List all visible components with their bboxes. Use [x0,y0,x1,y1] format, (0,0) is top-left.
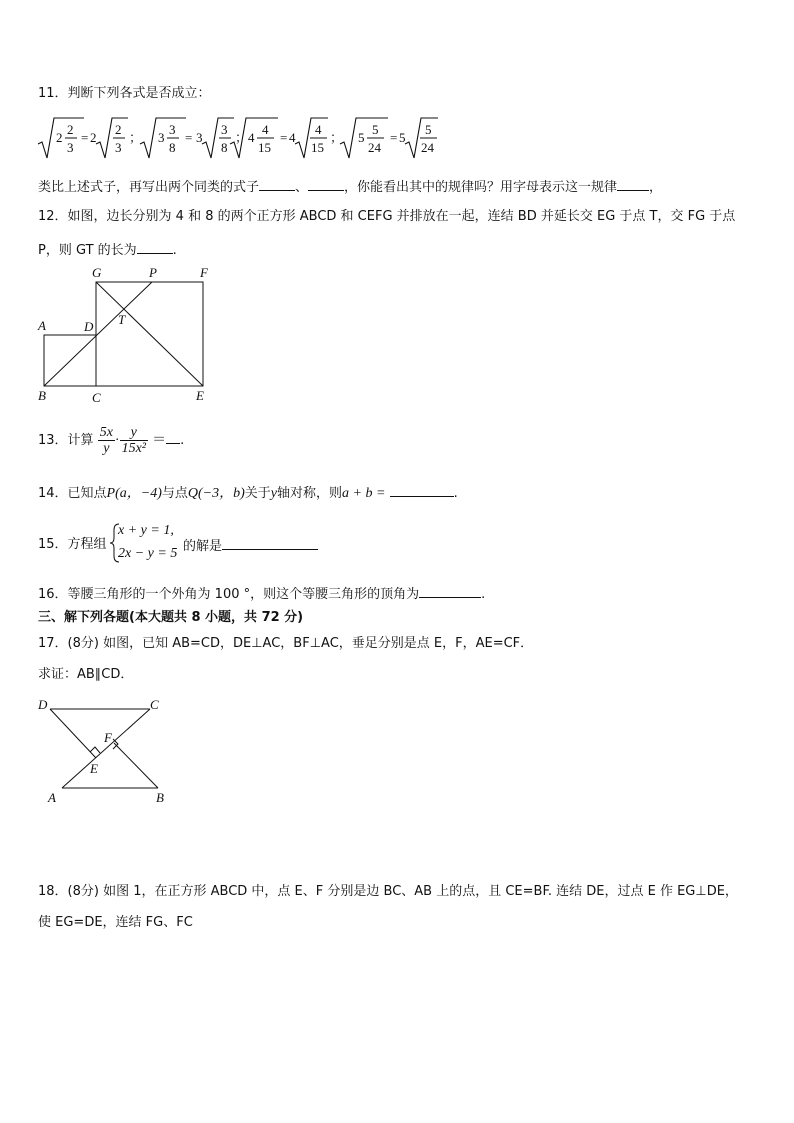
label-C: C [92,390,101,405]
q13-fraction-1: $\frac{5x}{y}$ [99,425,113,456]
expr1-den: 3 [67,140,74,155]
label-B: B [38,388,46,403]
q11-line2: 类比上述式子，再写出两个同类的式子 、 ，你能看出其中的规律吗？用字母表示这一规律 ， [38,180,663,195]
label-G: G [92,265,102,280]
expr1-den2: 3 [115,140,122,155]
label-F: F [200,265,208,280]
q14: 14．已知点P(a，−4)与点Q(−3，b)关于y轴对称，则a + b = . [38,486,458,501]
svg-text:15: 15 [311,140,324,155]
q17-line2: 求证：AB∥CD． [38,667,134,682]
svg-text:=: = [390,130,398,145]
q11-radicals [36,114,456,164]
q18-line2: 使 EG=DE，连结 FG、FC [38,915,193,930]
label-E: E [196,388,204,403]
radical-expr-2 [140,118,248,158]
q14-answer-blank[interactable] [390,484,454,497]
svg-text:24: 24 [421,140,434,155]
answer-blank-2[interactable] [308,178,344,191]
q18-line1: 18．(8分) 如图 1，在正方形 ABCD 中，点 E、F 分别是边 BC、AB 上的点，且 CE=BF. 连结 DE，过点 E 作 EG⊥DE， [38,884,738,899]
svg-text:3: 3 [221,122,228,137]
answer-blank-1[interactable] [259,178,295,191]
radical-expr-1 [38,118,142,158]
svg-text:4: 4 [289,130,296,145]
q12-figure [34,264,224,409]
q16-answer-blank[interactable] [419,585,481,598]
expr1-coef: 2 [90,130,97,145]
svg-text:5: 5 [358,130,365,145]
answer-blank-3[interactable] [617,178,649,191]
svg-text:4: 4 [248,130,255,145]
expr1-num2: 2 [115,122,122,137]
svg-text:15: 15 [258,140,271,155]
label-T: T [118,312,126,327]
q12-answer-blank[interactable] [137,241,173,254]
q13-answer-blank[interactable] [166,431,180,444]
label-F: F [104,730,112,745]
svg-text:=: = [280,130,288,145]
label-B: B [156,790,164,805]
section-heading: 三、解下列各题(本大题共 8 小题，共 72 分) [38,610,304,625]
q15-suffix: 的解是 [183,537,318,555]
q16: 16．等腰三角形的一个外角为 100 °，则这个等腰三角形的顶角为 . [38,587,486,602]
svg-text:24: 24 [368,140,381,155]
q15-answer-blank[interactable] [222,537,318,550]
svg-text:；: ； [129,130,143,145]
svg-text:=: = [81,130,89,145]
svg-text:4: 4 [262,122,269,137]
q17-line1: 17．(8分) 如图，已知 AB=CD，DE⊥AC，BF⊥AC，垂足分别是点 E，F，AE=CF． [38,636,534,651]
label-A: A [38,318,46,333]
svg-text:3: 3 [196,130,203,145]
svg-text:=: = [185,130,193,145]
q13-fraction-2: $\frac{y}{\text{15x²}}$ [121,425,146,456]
label-D: D [38,697,48,712]
svg-text:3: 3 [169,122,176,137]
q17-figure [34,696,184,810]
q15-eq2: 2x − y = 5 [118,546,178,561]
expr1-num: 2 [67,122,74,137]
svg-text:5: 5 [425,122,432,137]
svg-text:5: 5 [399,130,406,145]
svg-text:8: 8 [169,140,176,155]
label-D: D [84,319,94,334]
label-P: P [149,265,157,280]
label-E: E [90,761,98,776]
svg-text:4: 4 [315,122,322,137]
q15-eq1: x + y = 1, [118,523,174,538]
q13: 13．计算 $\frac{5x}{y}$ · $\frac{y}{\text{15x²}}$ ＝ . [38,425,185,456]
q12-line1: 12．如图，边长分别为 4 和 8 的两个正方形 ABCD 和 CEFG 并排放在一起，连结 BD 并延长交 EG 于点 T，交 FG 于点 [38,209,736,224]
svg-text:8: 8 [221,140,228,155]
svg-text:5: 5 [372,122,379,137]
label-A: A [48,790,56,805]
label-C: C [150,697,159,712]
svg-text:；: ； [235,130,249,145]
svg-text:3: 3 [158,130,165,145]
svg-text:；: ； [330,130,344,145]
expr1-int: 2 [56,130,63,145]
q11-intro: 11．判断下列各式是否成立： [38,86,211,101]
q12-line2: P，则 GT 的长为 . [38,243,177,258]
radical-expr-4 [340,118,438,158]
q15-prefix: 15．方程组 [38,537,107,552]
